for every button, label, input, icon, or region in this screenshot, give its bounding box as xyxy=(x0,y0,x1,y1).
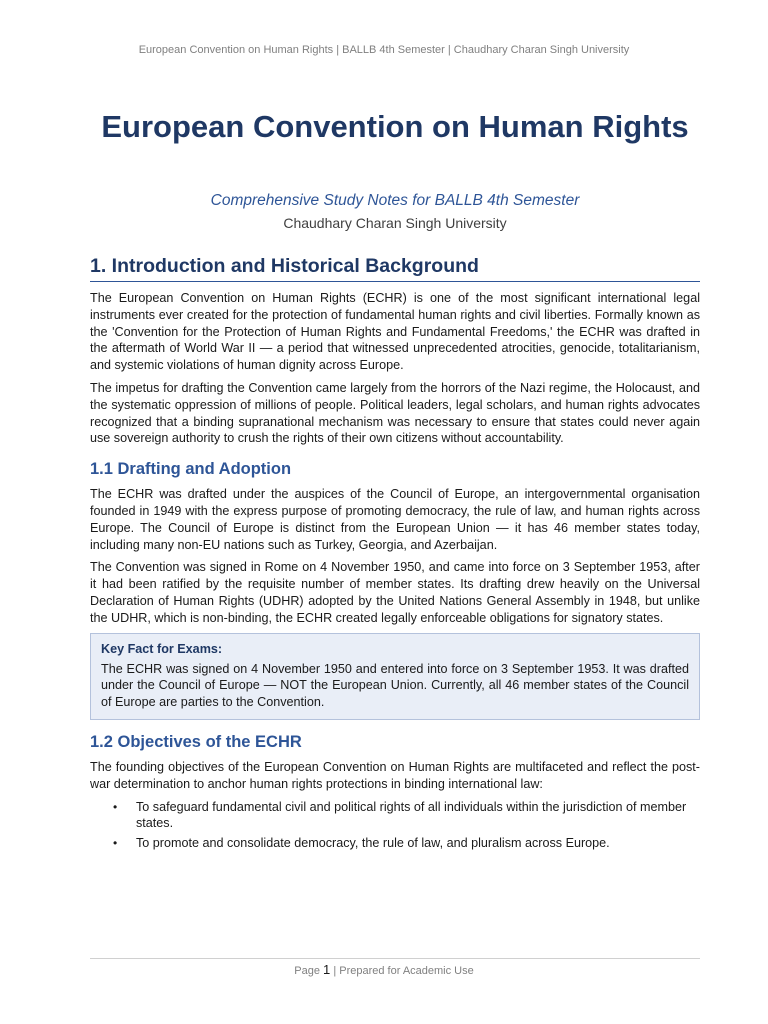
section-heading-introduction: 1. Introduction and Historical Background xyxy=(90,254,700,282)
document-subtitle: Comprehensive Study Notes for BALLB 4th Semester xyxy=(210,192,580,209)
key-fact-text: The ECHR was signed on 4 November 1950 and entered into force on 3 September 1953. It was drafted under the Council of Europe — NOT the European Union. Currently, all 46 member states of the Council of Europe are parties to the Convention. xyxy=(101,661,689,710)
list-item xyxy=(90,835,700,852)
paragraph: The European Convention on Human Rights (ECHR) is one of the most significant international legal instruments ever created for the protection of fundamental human rights and civil liberties. Formally known as the 'Convention for the Protection of Human Rights and Fundamental Freedoms,' the ECHR was drafted in the aftermath of World War II — a period that witnessed unprecedented atrocities, genocide, totalitarianism, and systemic violations of human dignity across Europe. xyxy=(90,291,700,373)
key-fact-title: Key Fact for Exams: xyxy=(101,641,223,656)
key-fact-box xyxy=(90,633,700,720)
paragraph: The founding objectives of the European Convention on Human Rights are multifaceted and reflect the post-war determination to anchor human rights protections in binding international law: xyxy=(90,759,700,791)
bullet-icon: • xyxy=(113,836,118,851)
list-item-text: To safeguard fundamental civil and political rights of all individuals within the jurisdiction of member states. xyxy=(136,799,687,831)
paragraph: The Convention was signed in Rome on 4 November 1950, and came into force on 3 September 1953, after it had been ratified by the requisite number of member states. Its drafting drew heavily on the Universal Declaration of Human Rights (UDHR) adopted by the United Nations General Assembly in 1948, but unlike the UDHR, which is non-binding, the ECHR created legally enforceable obligations for signatory states. xyxy=(90,560,700,625)
page-footer xyxy=(0,962,768,977)
running-header: European Convention on Human Rights | BALLB 4th Semester | Chaudhary Charan Singh University xyxy=(138,44,630,56)
list-item xyxy=(90,799,700,833)
subsection-heading-objectives: 1.2 Objectives of the ECHR xyxy=(90,732,302,751)
footer-suffix: | Prepared for Academic Use xyxy=(333,965,474,977)
subsection-heading-drafting: 1.1 Drafting and Adoption xyxy=(90,460,292,479)
page-number: 1 xyxy=(323,962,331,977)
document-title: European Convention on Human Rights xyxy=(101,109,689,144)
paragraph: The ECHR was drafted under the auspices of the Council of Europe, an intergovernmental organisation founded in 1949 with the express purpose of promoting democracy, the rule of law, and human rights across Europe. The Council of Europe is distinct from the European Union — it has 46 member states today, including many non-EU nations such as Turkey, Georgia, and Azerbaijan. xyxy=(90,487,700,552)
university-name: Chaudhary Charan Singh University xyxy=(283,215,507,231)
paragraph: The impetus for drafting the Convention came largely from the horrors of the Nazi regime, the Holocaust, and the systematic oppression of millions of people. Political leaders, legal scholars, and human rights advocates recognized that a binding supranational mechanism was necessary to ensure that states could never again use sovereign authority to crush the rights of their own citizens without accountability. xyxy=(90,380,700,446)
bullet-icon: • xyxy=(113,799,118,814)
footer-page-label: Page xyxy=(294,965,320,977)
list-item-text: To promote and consolidate democracy, the rule of law, and pluralism across Europe. xyxy=(136,836,610,851)
footer-divider xyxy=(90,958,700,959)
objectives-list xyxy=(90,799,700,852)
document-body xyxy=(90,254,700,855)
